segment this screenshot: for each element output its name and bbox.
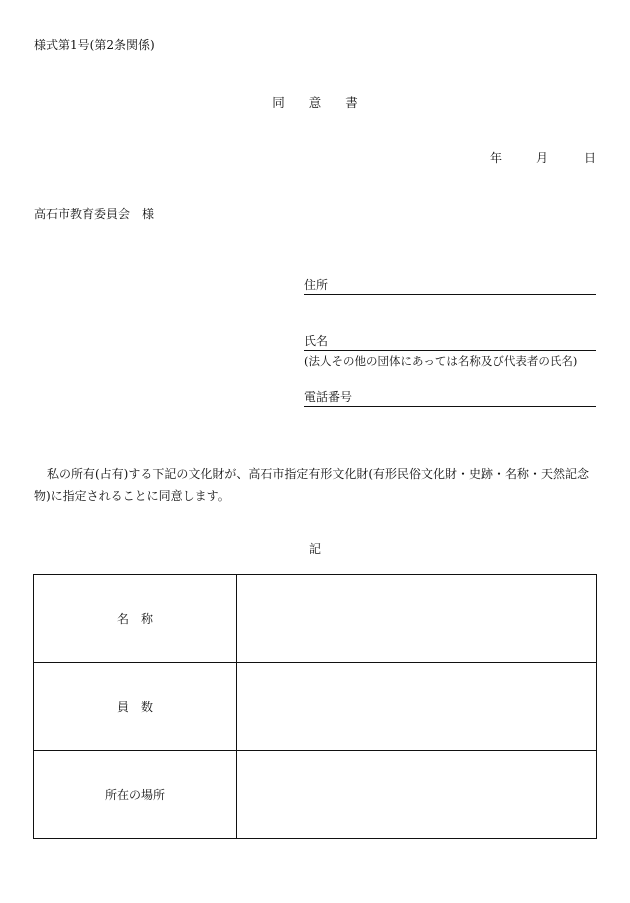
name-label: 氏名 [304, 334, 329, 348]
document-title [0, 93, 630, 111]
row-label-count: 員 数 [34, 663, 237, 751]
table-row-count [34, 663, 597, 751]
date-line [490, 149, 596, 166]
row-label-location: 所在の場所 [34, 751, 237, 839]
row-value-location[interactable] [237, 751, 597, 839]
property-detail-table [33, 574, 597, 839]
row-value-name[interactable] [237, 575, 597, 663]
addressee: 高石市教育委員会 様 [34, 207, 155, 221]
form-number: 様式第1号(第2条関係) [34, 38, 155, 52]
title-char-1: 同 [272, 95, 285, 110]
address-field[interactable] [304, 276, 596, 295]
consent-statement [34, 463, 600, 507]
title-char-2: 意 [308, 95, 322, 110]
ki-heading: 記 [308, 542, 321, 556]
date-year: 年 [489, 151, 502, 165]
title-char-3: 書 [345, 95, 358, 110]
address-label: 住所 [304, 278, 329, 292]
phone-label: 電話番号 [304, 390, 353, 404]
date-day: 日 [583, 151, 596, 165]
date-month: 月 [535, 151, 548, 165]
table-row-name [34, 575, 597, 663]
phone-field[interactable] [304, 388, 596, 407]
name-note: (法人その他の団体にあっては名称及び代表者の氏名) [304, 354, 578, 368]
name-field[interactable] [304, 332, 596, 351]
consent-text: 私の所有(占有)する下記の文化財が、高石市指定有形文化財(有形民俗文化財・史跡・名称・天然記念物)に指定されることに同意します。 [34, 467, 590, 503]
row-label-name: 名 称 [34, 575, 237, 663]
row-value-count[interactable] [237, 663, 597, 751]
table-row-location [34, 751, 597, 839]
